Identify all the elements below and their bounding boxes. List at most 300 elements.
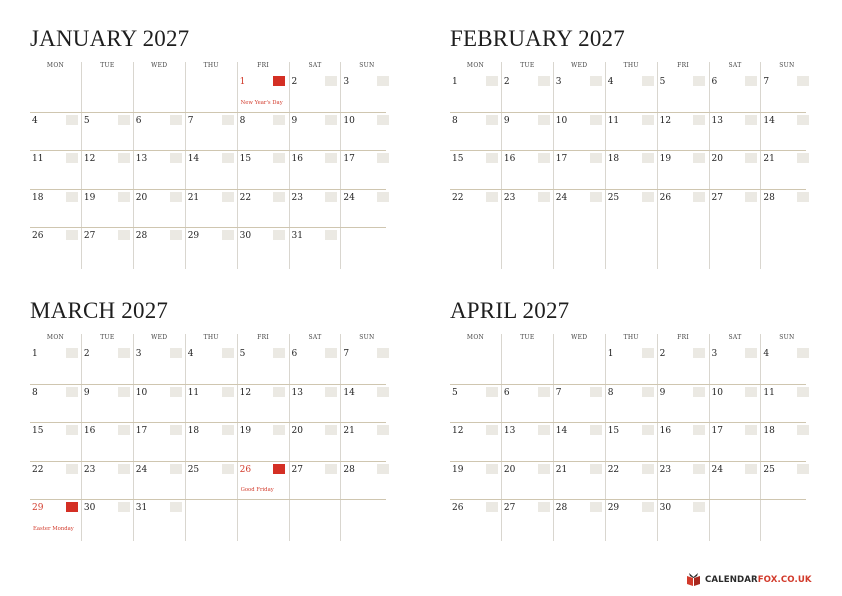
day-number: 28 (763, 192, 775, 203)
day-cell[interactable] (502, 426, 553, 462)
day-cell[interactable] (82, 349, 133, 385)
weekday-header: THU (623, 62, 639, 69)
day-number: 10 (343, 115, 355, 126)
brand-name (705, 575, 812, 585)
day-cell[interactable] (290, 193, 341, 229)
day-cell[interactable] (450, 465, 501, 501)
day-number: 26 (239, 464, 252, 475)
day-cell[interactable] (134, 349, 185, 385)
day-cell[interactable] (606, 388, 657, 424)
day-cell[interactable] (30, 193, 81, 229)
day-cell[interactable] (341, 154, 392, 190)
day-cell[interactable] (238, 77, 289, 113)
day-number: 26 (659, 192, 672, 203)
day-cell[interactable] (82, 231, 133, 267)
day-cell[interactable] (341, 465, 392, 501)
day-number: 31 (291, 231, 303, 242)
day-cell[interactable] (761, 465, 812, 501)
day-number: 19 (83, 192, 96, 203)
day-number: 6 (711, 77, 718, 87)
day-cell[interactable] (554, 388, 605, 424)
day-number: 16 (83, 426, 96, 437)
day-cell[interactable] (290, 231, 341, 267)
day-number: 9 (503, 115, 510, 126)
note-box (170, 387, 182, 397)
day-number: 18 (187, 426, 200, 437)
day-cell[interactable] (710, 426, 761, 462)
note-box (377, 76, 389, 86)
day-cell[interactable] (606, 426, 657, 462)
note-box (118, 230, 130, 240)
day-number: 22 (452, 192, 464, 203)
note-box (273, 192, 285, 202)
note-box (118, 464, 130, 474)
day-cell[interactable] (30, 116, 81, 152)
day-number: 14 (763, 115, 775, 126)
day-cell[interactable] (238, 231, 289, 267)
note-box (325, 230, 337, 240)
note-box (745, 153, 757, 163)
weekday-header: SAT (728, 62, 742, 69)
day-cell[interactable] (186, 426, 237, 462)
day-cell[interactable] (502, 193, 553, 229)
day-number: 21 (343, 426, 355, 437)
day-number: 29 (607, 503, 620, 514)
note-box (642, 464, 654, 474)
day-number: 1 (32, 349, 38, 359)
note-box (273, 387, 285, 397)
note-box (486, 76, 498, 86)
day-cell[interactable] (450, 503, 501, 539)
note-box (797, 387, 809, 397)
day-cell[interactable] (658, 465, 709, 501)
day-cell[interactable] (82, 465, 133, 501)
day-cell[interactable] (30, 154, 81, 190)
day-cell[interactable] (186, 231, 237, 267)
day-cell[interactable] (658, 116, 709, 152)
fox-book-icon (686, 572, 701, 587)
day-cell[interactable] (710, 154, 761, 190)
note-box (486, 387, 498, 397)
day-number: 29 (32, 503, 44, 514)
day-number: 13 (135, 154, 148, 165)
day-number: 16 (291, 154, 303, 165)
day-cell[interactable] (761, 116, 812, 152)
note-box (538, 464, 550, 474)
day-cell[interactable] (554, 77, 605, 113)
weekday-header: SAT (308, 334, 322, 341)
note-box (642, 115, 654, 125)
note-box (590, 76, 602, 86)
day-number: 10 (555, 115, 568, 126)
day-number: 27 (503, 503, 516, 514)
month-title: FEBRUARY 2027 (450, 26, 625, 51)
note-box (377, 192, 389, 202)
day-cell[interactable] (134, 116, 185, 152)
day-number: 4 (763, 349, 770, 359)
day-number: 9 (659, 387, 666, 398)
day-cell[interactable] (710, 116, 761, 152)
day-cell[interactable] (450, 426, 501, 462)
note-box (325, 153, 337, 163)
day-cell[interactable] (134, 465, 185, 501)
day-cell[interactable] (658, 154, 709, 190)
day-cell[interactable] (290, 465, 341, 501)
day-number: 7 (187, 115, 194, 126)
day-cell[interactable] (554, 503, 605, 539)
day-cell[interactable] (30, 465, 81, 501)
note-box (377, 348, 389, 358)
weekday-header: FRI (257, 334, 270, 341)
day-number: 4 (187, 349, 194, 359)
note-box (538, 425, 550, 435)
day-number: 1 (607, 349, 614, 359)
weekday-header: THU (203, 62, 219, 69)
day-cell[interactable] (30, 388, 81, 424)
day-number: 11 (187, 387, 200, 398)
day-cell[interactable] (238, 388, 289, 424)
day-cell[interactable] (606, 154, 657, 190)
day-cell[interactable] (82, 193, 133, 229)
day-cell[interactable] (82, 154, 133, 190)
day-cell[interactable] (186, 388, 237, 424)
day-number: 5 (83, 115, 90, 126)
day-number: 8 (239, 115, 246, 126)
day-number: 2 (659, 349, 666, 359)
day-cell[interactable] (658, 349, 709, 385)
day-cell[interactable] (450, 154, 501, 190)
day-number: 21 (763, 154, 775, 165)
note-box (66, 192, 78, 202)
day-cell[interactable] (658, 193, 709, 229)
day-number: 20 (711, 154, 723, 165)
day-number: 2 (291, 77, 298, 87)
note-box (590, 192, 602, 202)
note-box (118, 153, 130, 163)
day-cell[interactable] (341, 116, 392, 152)
day-number: 18 (32, 192, 44, 203)
day-cell[interactable] (710, 77, 761, 113)
day-cell[interactable] (82, 426, 133, 462)
day-cell[interactable] (238, 465, 289, 501)
day-number: 17 (135, 426, 148, 437)
day-cell[interactable] (658, 503, 709, 539)
day-number: 5 (659, 77, 666, 87)
day-cell[interactable] (710, 388, 761, 424)
note-box (222, 230, 234, 240)
day-cell[interactable] (341, 193, 392, 229)
day-number: 1 (452, 77, 458, 87)
weekday-header: WED (151, 62, 168, 69)
note-box (538, 115, 550, 125)
weekday-header: TUE (520, 62, 535, 69)
day-cell[interactable] (238, 349, 289, 385)
note-box (642, 153, 654, 163)
month-title: JANUARY 2027 (30, 26, 190, 51)
day-cell[interactable] (238, 154, 289, 190)
note-box (486, 425, 498, 435)
day-cell[interactable] (238, 193, 289, 229)
holiday-name: Easter Monday (33, 525, 74, 532)
day-cell[interactable] (341, 388, 392, 424)
note-box (590, 153, 602, 163)
day-number: 19 (659, 154, 672, 165)
note-box (325, 464, 337, 474)
day-cell[interactable] (186, 465, 237, 501)
note-box (745, 192, 757, 202)
day-cell[interactable] (502, 116, 553, 152)
day-cell[interactable] (30, 426, 81, 462)
note-box (170, 502, 182, 512)
day-number: 11 (763, 387, 775, 398)
note-box (118, 192, 130, 202)
day-cell[interactable] (134, 426, 185, 462)
day-cell[interactable] (502, 465, 553, 501)
day-number: 15 (452, 154, 464, 165)
note-box (538, 387, 550, 397)
day-cell[interactable] (238, 116, 289, 152)
day-cell[interactable] (606, 465, 657, 501)
day-cell[interactable] (186, 154, 237, 190)
note-box (797, 192, 809, 202)
day-number: 20 (291, 426, 303, 437)
day-cell[interactable] (554, 465, 605, 501)
note-box (222, 464, 234, 474)
day-cell[interactable] (450, 193, 501, 229)
holiday-name: Good Friday (240, 487, 274, 494)
note-box (642, 348, 654, 358)
day-number: 14 (343, 387, 355, 398)
day-cell[interactable] (134, 193, 185, 229)
day-cell[interactable] (710, 193, 761, 229)
day-cell[interactable] (554, 426, 605, 462)
note-box (538, 192, 550, 202)
note-box (377, 115, 389, 125)
day-cell[interactable] (30, 503, 81, 539)
day-number: 31 (135, 503, 148, 514)
day-number: 24 (711, 464, 723, 475)
brand-name-part1: CALENDAR (705, 574, 758, 585)
day-number: 10 (135, 387, 148, 398)
day-number: 22 (607, 464, 620, 475)
holiday-name: New Year's Day (240, 99, 283, 106)
note-box (745, 464, 757, 474)
day-cell[interactable] (290, 77, 341, 113)
day-cell[interactable] (450, 77, 501, 113)
day-cell[interactable] (606, 193, 657, 229)
note-box (222, 192, 234, 202)
day-cell[interactable] (658, 388, 709, 424)
day-cell[interactable] (658, 426, 709, 462)
day-number: 27 (83, 231, 96, 242)
day-cell[interactable] (290, 426, 341, 462)
note-box (745, 387, 757, 397)
day-cell[interactable] (341, 77, 392, 113)
day-cell[interactable] (502, 77, 553, 113)
day-number: 6 (503, 387, 510, 398)
day-cell[interactable] (290, 116, 341, 152)
note-box (797, 425, 809, 435)
note-box (486, 153, 498, 163)
day-cell[interactable] (606, 349, 657, 385)
day-cell[interactable] (761, 193, 812, 229)
note-box (642, 76, 654, 86)
day-number: 24 (135, 464, 148, 475)
day-number: 23 (291, 192, 303, 203)
day-cell[interactable] (554, 116, 605, 152)
day-number: 4 (607, 77, 614, 87)
day-cell[interactable] (134, 503, 185, 539)
weekday-header: FRI (257, 62, 270, 69)
note-box (273, 425, 285, 435)
day-number: 29 (187, 231, 200, 242)
day-cell[interactable] (554, 154, 605, 190)
day-number: 8 (607, 387, 614, 398)
weekday-header: SAT (728, 334, 742, 341)
day-number: 2 (503, 77, 510, 87)
day-number: 27 (291, 464, 303, 475)
note-box (693, 502, 705, 512)
day-cell[interactable] (82, 388, 133, 424)
note-box (486, 192, 498, 202)
day-number: 15 (607, 426, 620, 437)
day-cell[interactable] (134, 231, 185, 267)
note-box (797, 115, 809, 125)
day-number: 3 (343, 77, 350, 87)
day-cell[interactable] (290, 154, 341, 190)
day-cell[interactable] (341, 426, 392, 462)
day-number: 22 (32, 464, 44, 475)
day-number: 28 (343, 464, 355, 475)
note-box (325, 76, 337, 86)
day-cell[interactable] (502, 388, 553, 424)
day-cell[interactable] (290, 388, 341, 424)
day-number: 21 (555, 464, 568, 475)
day-cell[interactable] (82, 503, 133, 539)
note-box (693, 348, 705, 358)
note-box (590, 115, 602, 125)
day-cell[interactable] (606, 116, 657, 152)
day-number: 30 (83, 503, 96, 514)
day-cell[interactable] (134, 154, 185, 190)
note-box (118, 502, 130, 512)
note-box (642, 387, 654, 397)
day-cell[interactable] (554, 193, 605, 229)
note-box (538, 153, 550, 163)
day-number: 17 (711, 426, 723, 437)
weekday-header: FRI (677, 334, 690, 341)
day-cell[interactable] (710, 465, 761, 501)
day-cell[interactable] (450, 116, 501, 152)
note-box (170, 425, 182, 435)
note-box (642, 502, 654, 512)
day-number: 17 (555, 154, 568, 165)
day-number: 12 (659, 115, 672, 126)
day-cell[interactable] (761, 154, 812, 190)
day-cell[interactable] (186, 349, 237, 385)
day-number: 16 (659, 426, 672, 437)
note-box (170, 464, 182, 474)
day-cell[interactable] (186, 116, 237, 152)
month-title: APRIL 2027 (450, 298, 570, 323)
note-box (590, 502, 602, 512)
note-box (222, 115, 234, 125)
day-cell[interactable] (761, 349, 812, 385)
note-box (745, 348, 757, 358)
day-cell[interactable] (658, 77, 709, 113)
weekday-header: MON (46, 62, 65, 69)
day-cell[interactable] (502, 503, 553, 539)
day-number: 23 (659, 464, 672, 475)
day-cell[interactable] (710, 349, 761, 385)
day-number: 12 (452, 426, 464, 437)
day-cell[interactable] (30, 349, 81, 385)
day-number: 20 (135, 192, 148, 203)
day-cell[interactable] (502, 154, 553, 190)
day-number: 12 (239, 387, 252, 398)
note-box (693, 464, 705, 474)
brand-name-part2: FOX.CO.UK (757, 574, 812, 585)
weekday-header: MON (46, 334, 65, 341)
note-box (325, 425, 337, 435)
day-number: 10 (711, 387, 723, 398)
day-number: 25 (607, 192, 620, 203)
day-cell[interactable] (186, 193, 237, 229)
day-cell[interactable] (450, 388, 501, 424)
day-cell[interactable] (134, 388, 185, 424)
note-box (797, 76, 809, 86)
note-box (693, 425, 705, 435)
weekday-header: MON (466, 62, 485, 69)
day-number: 13 (291, 387, 303, 398)
day-number: 19 (452, 464, 464, 475)
weekday-header: SUN (359, 334, 375, 341)
day-cell[interactable] (290, 349, 341, 385)
day-number: 14 (187, 154, 200, 165)
note-box (693, 387, 705, 397)
day-cell[interactable] (606, 503, 657, 539)
day-cell[interactable] (761, 426, 812, 462)
day-number: 27 (711, 192, 723, 203)
note-box (745, 115, 757, 125)
note-box (590, 425, 602, 435)
day-cell[interactable] (761, 388, 812, 424)
day-cell[interactable] (238, 426, 289, 462)
note-box (693, 153, 705, 163)
note-box (745, 425, 757, 435)
day-number: 7 (763, 77, 770, 87)
note-box (486, 115, 498, 125)
day-cell[interactable] (82, 116, 133, 152)
note-box (222, 387, 234, 397)
day-number: 20 (503, 464, 516, 475)
note-box (693, 192, 705, 202)
weekday-header: FRI (677, 62, 690, 69)
weekday-header: TUE (100, 62, 115, 69)
weekday-header: THU (203, 334, 219, 341)
day-number: 11 (32, 154, 44, 165)
day-cell[interactable] (606, 77, 657, 113)
day-number: 9 (291, 115, 298, 126)
day-cell[interactable] (341, 349, 392, 385)
day-cell[interactable] (761, 77, 812, 113)
brand-logo[interactable] (686, 572, 812, 587)
note-box (797, 348, 809, 358)
note-box (66, 348, 78, 358)
note-box (797, 153, 809, 163)
day-cell[interactable] (30, 231, 81, 267)
note-box (170, 153, 182, 163)
